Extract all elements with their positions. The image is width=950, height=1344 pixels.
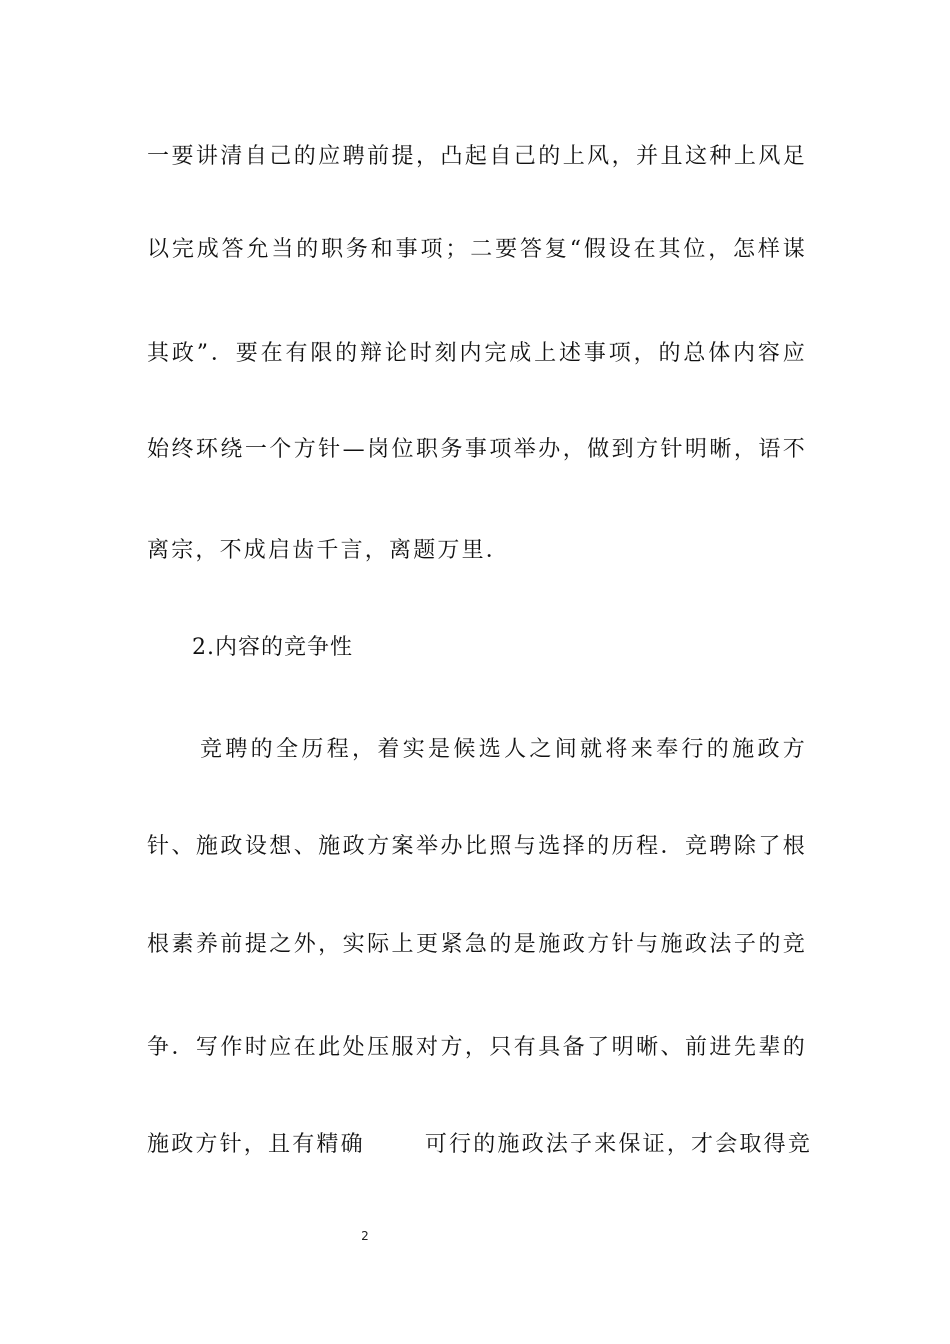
text-fragment: 可行的施政法子来保证，才会取得竞: [424, 1132, 813, 1157]
text-line: 其政”．要在有限的辩论时刻内完成上述事项，的总体内容应: [147, 341, 807, 366]
text-line: 离宗，不成启齿千言，离题万里．: [147, 538, 511, 563]
text-line: 根素养前提之外，实际上更紧急的是施政方针与施政法子的竞: [147, 932, 807, 957]
page-number: 2: [361, 1229, 369, 1243]
text-line: 争．写作时应在此处压服对方，只有具备了明晰、前进先辈的: [147, 1035, 807, 1060]
text-line: 以完成答允当的职务和事项；二要答复“假设在其位，怎样谋: [147, 237, 807, 262]
text-line: 一要讲清自己的应聘前提，凸起自己的上风，并且这种上风足: [147, 144, 807, 169]
text-fragment: 施政方针，且有精确: [147, 1132, 365, 1157]
text-line: 针、施政设想、施政方案举办比照与选择的历程．竞聘除了根: [147, 834, 807, 859]
text-line: 始终环绕一个方针—岗位职务事项举办，做到方针明晰，语不: [147, 437, 807, 462]
text-line-split: [147, 1125, 813, 1165]
text-line: 竞聘的全历程，着实是候选人之间就将来奉行的施政方: [200, 737, 807, 762]
section-heading: 2.内容的竞争性: [192, 635, 353, 660]
